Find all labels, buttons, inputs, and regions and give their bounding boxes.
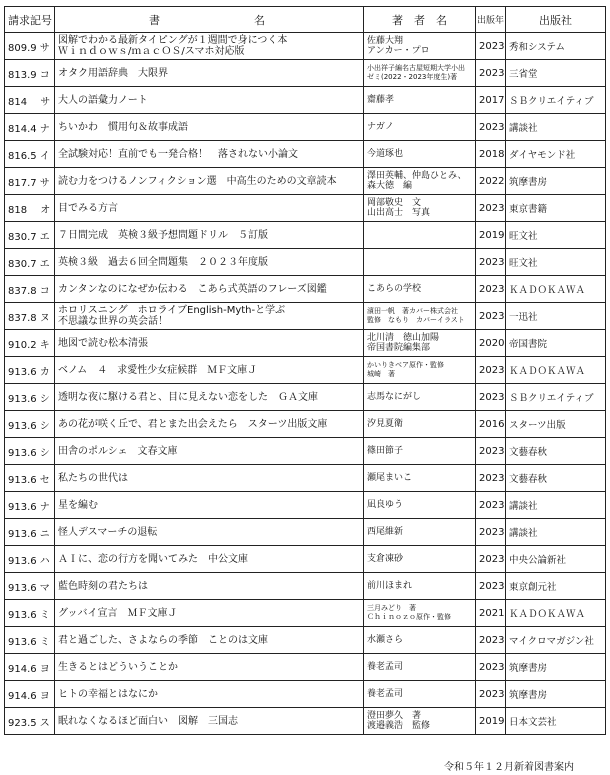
year-cell: 2023: [476, 573, 506, 600]
publisher-cell: 一迅社: [506, 303, 606, 330]
table-row: [5, 411, 606, 438]
title-line: ヒトの幸福とはなにか: [58, 688, 158, 700]
call-number-cell: 814.4 ナ: [5, 114, 55, 141]
year-cell: 2023: [476, 465, 506, 492]
table-row: [5, 33, 606, 60]
author-cell: [364, 546, 476, 573]
publisher-cell: ＫＡＤＯＫＡＷＡ: [506, 276, 606, 303]
year-cell: 2023: [476, 546, 506, 573]
table-row: [5, 357, 606, 384]
header-title: 書 名: [55, 7, 364, 33]
call-number-cell: 913.6 シ: [5, 411, 55, 438]
author-line: 岡部敬史 文: [367, 198, 422, 208]
table-row: [5, 276, 606, 303]
year-cell: 2023: [476, 519, 506, 546]
publisher-cell: スターツ出版: [506, 411, 606, 438]
author-cell: [364, 411, 476, 438]
author-cell: [364, 141, 476, 168]
author-line: 支倉凍砂: [367, 554, 404, 564]
year-cell: 2019: [476, 708, 506, 735]
author-line: 養老孟司: [367, 689, 404, 699]
call-number-cell: 809.9 サ: [5, 33, 55, 60]
author-line: 瀬尾まいこ: [367, 473, 413, 483]
table-row: [5, 546, 606, 573]
title-line: 目でみる方言: [58, 202, 118, 214]
title-cell: [55, 519, 364, 546]
year-cell: 2017: [476, 87, 506, 114]
table-row: [5, 60, 606, 87]
table-row: [5, 708, 606, 735]
call-number-cell: 910.2 キ: [5, 330, 55, 357]
call-number-cell: 913.6 セ: [5, 465, 55, 492]
call-number-cell: 913.6 カ: [5, 357, 55, 384]
title-line: 藍色時刻の君たちは: [58, 580, 148, 592]
call-number-cell: 923.5 ス: [5, 708, 55, 735]
author-line: 齋藤孝: [367, 95, 395, 105]
author-cell: [364, 249, 476, 276]
call-number-cell: 913.6 ミ: [5, 627, 55, 654]
year-cell: 2023: [476, 249, 506, 276]
title-line: Ｗｉｎｄｏｗｓ/ｍａｃＯＳ/スマホ対応版: [58, 46, 245, 57]
publisher-cell: ＳＢクリエイティブ: [506, 384, 606, 411]
title-cell: [55, 60, 364, 87]
title-cell: [55, 114, 364, 141]
table-body: [5, 33, 606, 735]
year-cell: 2023: [476, 60, 506, 87]
author-cell: [364, 465, 476, 492]
call-number-cell: 913.6 ニ: [5, 519, 55, 546]
year-cell: 2023: [476, 276, 506, 303]
table-row: [5, 681, 606, 708]
author-cell: [364, 168, 476, 195]
author-cell: [364, 492, 476, 519]
author-cell: [364, 114, 476, 141]
author-line: 監修 なもり カバーイラスト: [367, 316, 465, 324]
author-cell: [364, 384, 476, 411]
title-cell: [55, 384, 364, 411]
publisher-cell: ＫＡＤＯＫＡＷＡ: [506, 357, 606, 384]
author-cell: [364, 519, 476, 546]
title-line: 眠れなくなるほど面白い 図解 三国志: [58, 715, 238, 727]
author-line: 森大徳 編: [367, 181, 413, 191]
table-row: [5, 249, 606, 276]
call-number-cell: 913.6 ハ: [5, 546, 55, 573]
year-cell: 2016: [476, 411, 506, 438]
publisher-cell: 帝国書院: [506, 330, 606, 357]
author-line: 城崎 著: [367, 370, 395, 378]
publisher-cell: ダイヤモンド社: [506, 141, 606, 168]
publisher-cell: 筑摩書房: [506, 168, 606, 195]
author-cell: [364, 654, 476, 681]
table-row: [5, 195, 606, 222]
publisher-cell: ＳＢクリエイティブ: [506, 87, 606, 114]
year-cell: 2023: [476, 681, 506, 708]
title-cell: [55, 303, 364, 330]
year-cell: 2023: [476, 33, 506, 60]
year-cell: 2023: [476, 195, 506, 222]
title-cell: [55, 573, 364, 600]
table-row: [5, 654, 606, 681]
author-line: 澄田夢久 著: [367, 711, 422, 721]
header-call-number: 請求記号: [5, 7, 55, 33]
table-row: [5, 87, 606, 114]
publisher-cell: 文藝春秋: [506, 465, 606, 492]
title-cell: [55, 654, 364, 681]
author-line: 澤田英輔、仲島ひとみ、: [367, 171, 467, 181]
author-line: ゼミ(2022・2023年度生)著: [367, 73, 458, 81]
call-number-cell: 830.7 エ: [5, 222, 55, 249]
title-line: ホロリスニング ホロライブEnglish-Myth-と学ぶ: [58, 305, 286, 316]
table-row: [5, 438, 606, 465]
author-line: 前川ほまれ: [367, 581, 413, 591]
year-cell: 2023: [476, 654, 506, 681]
title-line: 生きるとはどういうことか: [58, 661, 178, 673]
table-row: [5, 573, 606, 600]
call-number-cell: 913.6 シ: [5, 384, 55, 411]
author-cell: [364, 627, 476, 654]
title-cell: [55, 141, 364, 168]
author-line: 養老孟司: [367, 662, 404, 672]
title-line: 大人の語彙力ノート: [58, 94, 148, 106]
year-cell: 2022: [476, 168, 506, 195]
author-line: 渡邉義浩 監修: [367, 721, 431, 731]
title-line: カンタンなのになぜか伝わる こあら式英語のフレーズ図鑑: [58, 283, 327, 295]
title-line: 全試験対応！直前でも一発合格！ 落されない小論文: [58, 148, 298, 160]
call-number-cell: 814 サ: [5, 87, 55, 114]
title-cell: [55, 600, 364, 627]
call-number-cell: 913.6 マ: [5, 573, 55, 600]
year-cell: 2019: [476, 222, 506, 249]
title-cell: [55, 33, 364, 60]
call-number-cell: 816.5 イ: [5, 141, 55, 168]
author-cell: [364, 330, 476, 357]
year-cell: 2023: [476, 438, 506, 465]
author-cell: [364, 276, 476, 303]
table-row: [5, 330, 606, 357]
author-cell: [364, 681, 476, 708]
title-line: 図解でわかる最新タイピングが１週間で身につく本: [58, 35, 288, 46]
author-line: 志馬なにがし: [367, 392, 422, 402]
year-cell: 2020: [476, 330, 506, 357]
table-row: [5, 384, 606, 411]
author-line: 佐藤大翔: [367, 36, 404, 46]
author-cell: [364, 33, 476, 60]
title-line: 英検３級 過去６回全問題集 ２０２３年度版: [58, 256, 268, 268]
call-number-cell: 817.7 サ: [5, 168, 55, 195]
publisher-cell: 講談社: [506, 519, 606, 546]
title-cell: [55, 708, 364, 735]
author-line: 小出祥子編名古屋短期大学小出: [367, 64, 465, 72]
author-cell: [364, 87, 476, 114]
author-line: 篠田節子: [367, 446, 404, 456]
publisher-cell: 東京書籍: [506, 195, 606, 222]
author-line: 三月みどり 著: [367, 604, 416, 612]
year-cell: 2021: [476, 600, 506, 627]
title-line: ＡＩに、恋の行方を聞いてみた 中公文庫: [58, 553, 248, 565]
author-line: 帝国書院編集部: [367, 343, 431, 353]
title-line: 不思議な世界の英会話！: [58, 316, 168, 327]
new-books-table: [4, 6, 606, 735]
year-cell: 2023: [476, 627, 506, 654]
call-number-cell: 913.6 ナ: [5, 492, 55, 519]
publisher-cell: マイクロマガジン社: [506, 627, 606, 654]
table-row: [5, 492, 606, 519]
call-number-cell: 913.6 ミ: [5, 600, 55, 627]
year-cell: 2023: [476, 492, 506, 519]
call-number-cell: 837.8 ヌ: [5, 303, 55, 330]
publisher-cell: ＫＡＤＯＫＡＷＡ: [506, 600, 606, 627]
author-line: 山出高士 写真: [367, 208, 431, 218]
author-cell: [364, 60, 476, 87]
publisher-cell: 中央公論新社: [506, 546, 606, 573]
author-cell: [364, 600, 476, 627]
table-row: [5, 303, 606, 330]
title-cell: [55, 681, 364, 708]
author-cell: [364, 438, 476, 465]
title-line: 私たちの世代は: [58, 472, 128, 484]
title-cell: [55, 627, 364, 654]
table-row: [5, 114, 606, 141]
author-cell: [364, 303, 476, 330]
call-number-cell: 837.8 コ: [5, 276, 55, 303]
table-header-row: [5, 7, 606, 33]
author-line: こあらの学校: [367, 284, 422, 294]
year-cell: 2023: [476, 114, 506, 141]
title-line: グッバイ宣言 ＭＦ文庫Ｊ: [58, 607, 178, 619]
call-number-cell: 914.6 ヨ: [5, 681, 55, 708]
publisher-cell: 三省堂: [506, 60, 606, 87]
publisher-cell: 筑摩書房: [506, 654, 606, 681]
call-number-cell: 914.6 ヨ: [5, 654, 55, 681]
table-row: [5, 141, 606, 168]
table-row: [5, 627, 606, 654]
author-line: 西尾維新: [367, 527, 404, 537]
author-cell: [364, 222, 476, 249]
author-cell: [364, 357, 476, 384]
year-cell: 2023: [476, 384, 506, 411]
publisher-cell: 筑摩書房: [506, 681, 606, 708]
call-number-cell: 913.6 シ: [5, 438, 55, 465]
header-author: 著 者 名: [364, 7, 476, 33]
title-line: 君と過ごした、さよならの季節 ことのは文庫: [58, 634, 268, 646]
author-line: 汐見夏衛: [367, 419, 404, 429]
year-cell: 2023: [476, 303, 506, 330]
author-line: ナガノ: [367, 122, 394, 132]
title-cell: [55, 411, 364, 438]
author-line: 濱田一帆 著カバー株式会社: [367, 307, 458, 315]
table-row: [5, 600, 606, 627]
title-cell: [55, 249, 364, 276]
header-year: 出版年: [476, 7, 506, 33]
year-cell: 2018: [476, 141, 506, 168]
publisher-cell: 講談社: [506, 114, 606, 141]
title-line: ベノム ４ 求愛性少女症候群 ＭＦ文庫Ｊ: [58, 364, 258, 376]
author-cell: [364, 708, 476, 735]
publisher-cell: 文藝春秋: [506, 438, 606, 465]
title-cell: [55, 330, 364, 357]
author-line: 凪良ゆう: [367, 500, 404, 510]
title-cell: [55, 492, 364, 519]
call-number-cell: 818 オ: [5, 195, 55, 222]
title-cell: [55, 546, 364, 573]
publisher-cell: 日本文芸社: [506, 708, 606, 735]
author-line: アンカー・プロ: [367, 46, 430, 56]
publisher-cell: 旺文社: [506, 249, 606, 276]
author-line: 北川清 徳山加陽: [367, 333, 440, 343]
title-line: ７日間完成 英検３級予想問題ドリル ５訂版: [58, 229, 268, 241]
footer-caption: 令和５年１２月新着図書案内: [444, 762, 574, 773]
call-number-cell: 813.9 コ: [5, 60, 55, 87]
year-cell: 2023: [476, 357, 506, 384]
author-line: 今道琢也: [367, 149, 404, 159]
title-line: 田舎のポルシェ 文春文庫: [58, 445, 178, 457]
title-cell: [55, 276, 364, 303]
title-line: オタク用語辞典 大限界: [58, 67, 168, 79]
title-cell: [55, 438, 364, 465]
table-row: [5, 465, 606, 492]
publisher-cell: 講談社: [506, 492, 606, 519]
title-line: 星を編む: [58, 499, 98, 511]
title-cell: [55, 357, 364, 384]
publisher-cell: 旺文社: [506, 222, 606, 249]
author-line: 水瀬さら: [367, 635, 404, 645]
table-row: [5, 519, 606, 546]
title-cell: [55, 168, 364, 195]
title-cell: [55, 195, 364, 222]
call-number-cell: 830.7 エ: [5, 249, 55, 276]
author-cell: [364, 195, 476, 222]
table-row: [5, 168, 606, 195]
table-row: [5, 222, 606, 249]
publisher-cell: 東京創元社: [506, 573, 606, 600]
title-line: 読む力をつけるノンフィクション選 中高生のための文章読本: [58, 175, 337, 187]
title-line: 怪人デスマーチの退転: [58, 526, 158, 538]
author-line: かいりきベア原作・監修: [367, 361, 444, 369]
title-cell: [55, 87, 364, 114]
title-cell: [55, 222, 364, 249]
title-line: あの花が咲く丘で、君とまた出会えたら スターツ出版文庫: [58, 418, 328, 430]
author-line: Ｃｈｉｎｏｚｏ原作・監修: [367, 613, 451, 621]
header-publisher: 出版社: [506, 7, 606, 33]
title-line: ちいかわ 慣用句＆故事成語: [58, 121, 188, 133]
publisher-cell: 秀和システム: [506, 33, 606, 60]
title-line: 地図で読む松本清張: [58, 337, 148, 349]
title-line: 透明な夜に駆ける君と、目に見えない恋をした ＧＡ文庫: [58, 391, 318, 403]
author-cell: [364, 573, 476, 600]
title-cell: [55, 465, 364, 492]
